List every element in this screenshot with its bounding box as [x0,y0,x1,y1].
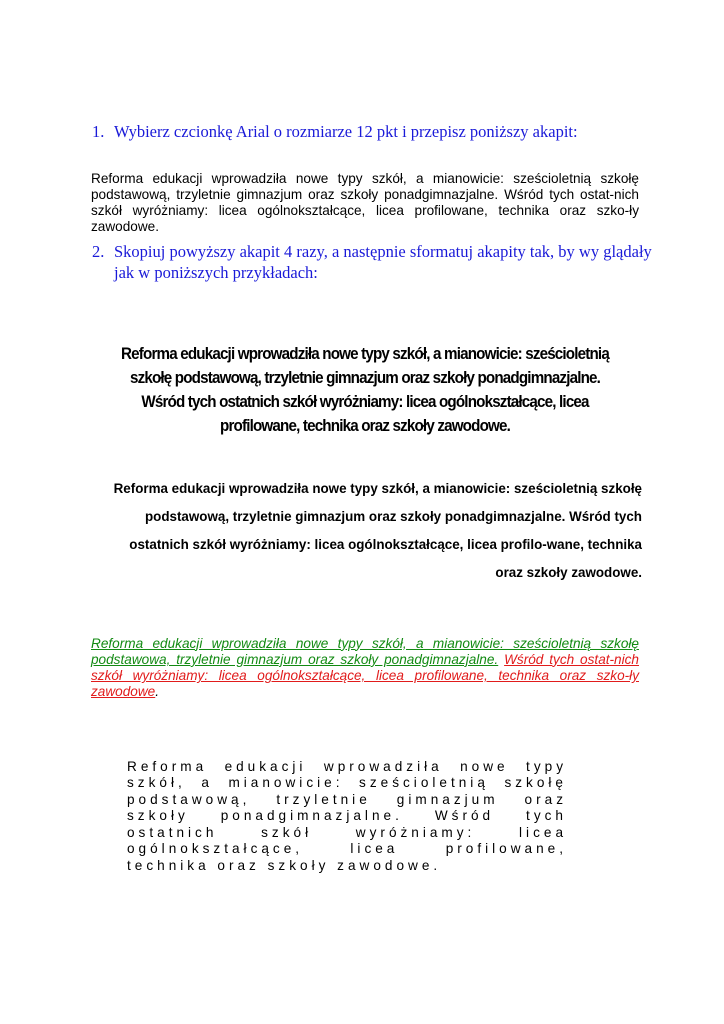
task-2-number: 2. [92,242,105,261]
task-1-text: Wybierz czcionkę Arial o rozmiarze 12 pkt i przepisz poniższy akapit: [114,122,578,141]
task-1-number: 1. [92,122,105,141]
example-right-aligned-paragraph: Reforma edukacji wprowadziła nowe typy szkół, a mianowicie: sześcioletnią szkołę podstawową, trzyletnie gimnazjum oraz szkoły ponadgimnazjalne. Wśród tych ostatnich szkół wyróżniamy: licea ogólnokształcące, licea profilo-wane, technika oraz szkoły zawodowe. [113,481,642,581]
task-2-text: Skopiuj powyższy akapit 4 razy, a następnie sformatuj akapity tak, by wy glądały jak w poniższych przykładach: [114,242,652,282]
example-spaced-paragraph: Reforma edukacji wprowadziła nowe typy szkół, a mianowicie: sześcioletnią szkołę podstawową, trzyletnie gimnazjum oraz szkoły ponadgimnazjalne. Wśród tych ostatnich szkół wyróżniamy: licea ogólnokształcące, licea profilowane, technika oraz szkoły zawodowe. [127,758,567,873]
colored-paragraph-green-part: Reforma edukacji wprowadziła nowe typy szkół, a mianowicie: sześcioletnią szkołę podstawowa, trzyletnie gimnazjum oraz szkoły ponadgimnazjalne. [91,635,639,667]
base-paragraph: Reforma edukacji wprowadziła nowe typy szkół, a mianowicie: sześcioletnią szkołę podstawową, trzyletnie gimnazjum oraz szkoły ponadgimnazjalne. Wśród tych ostat-nich szkół wyróżniamy: licea ogólnokształcące, licea profilowane, technika oraz szko-ły zawodowe. [91,170,639,235]
colored-paragraph-red-part: Wśród tych ostat-nich szkół wyróżniamy: licea ogólnokształcące, licea profilowane, technika oraz szko-ły zawodowe [91,651,639,700]
example-colored-paragraph [91,636,639,701]
task-2-instruction [92,241,652,283]
task-1-instruction [92,121,652,142]
colored-paragraph-end: . [155,684,160,700]
example-condensed-paragraph: Reforma edukacji wprowadziła nowe typy szkół, a mianowicie: sześcioletnią szkołę podstawową, trzyletnie gimnazjum oraz szkoły ponadgimnazjalne. Wśród tych ostatnich szkół wyróżniamy: licea ogólnokształcące, licea profilowane, technika oraz szkoły zawodowe. [121,344,609,435]
